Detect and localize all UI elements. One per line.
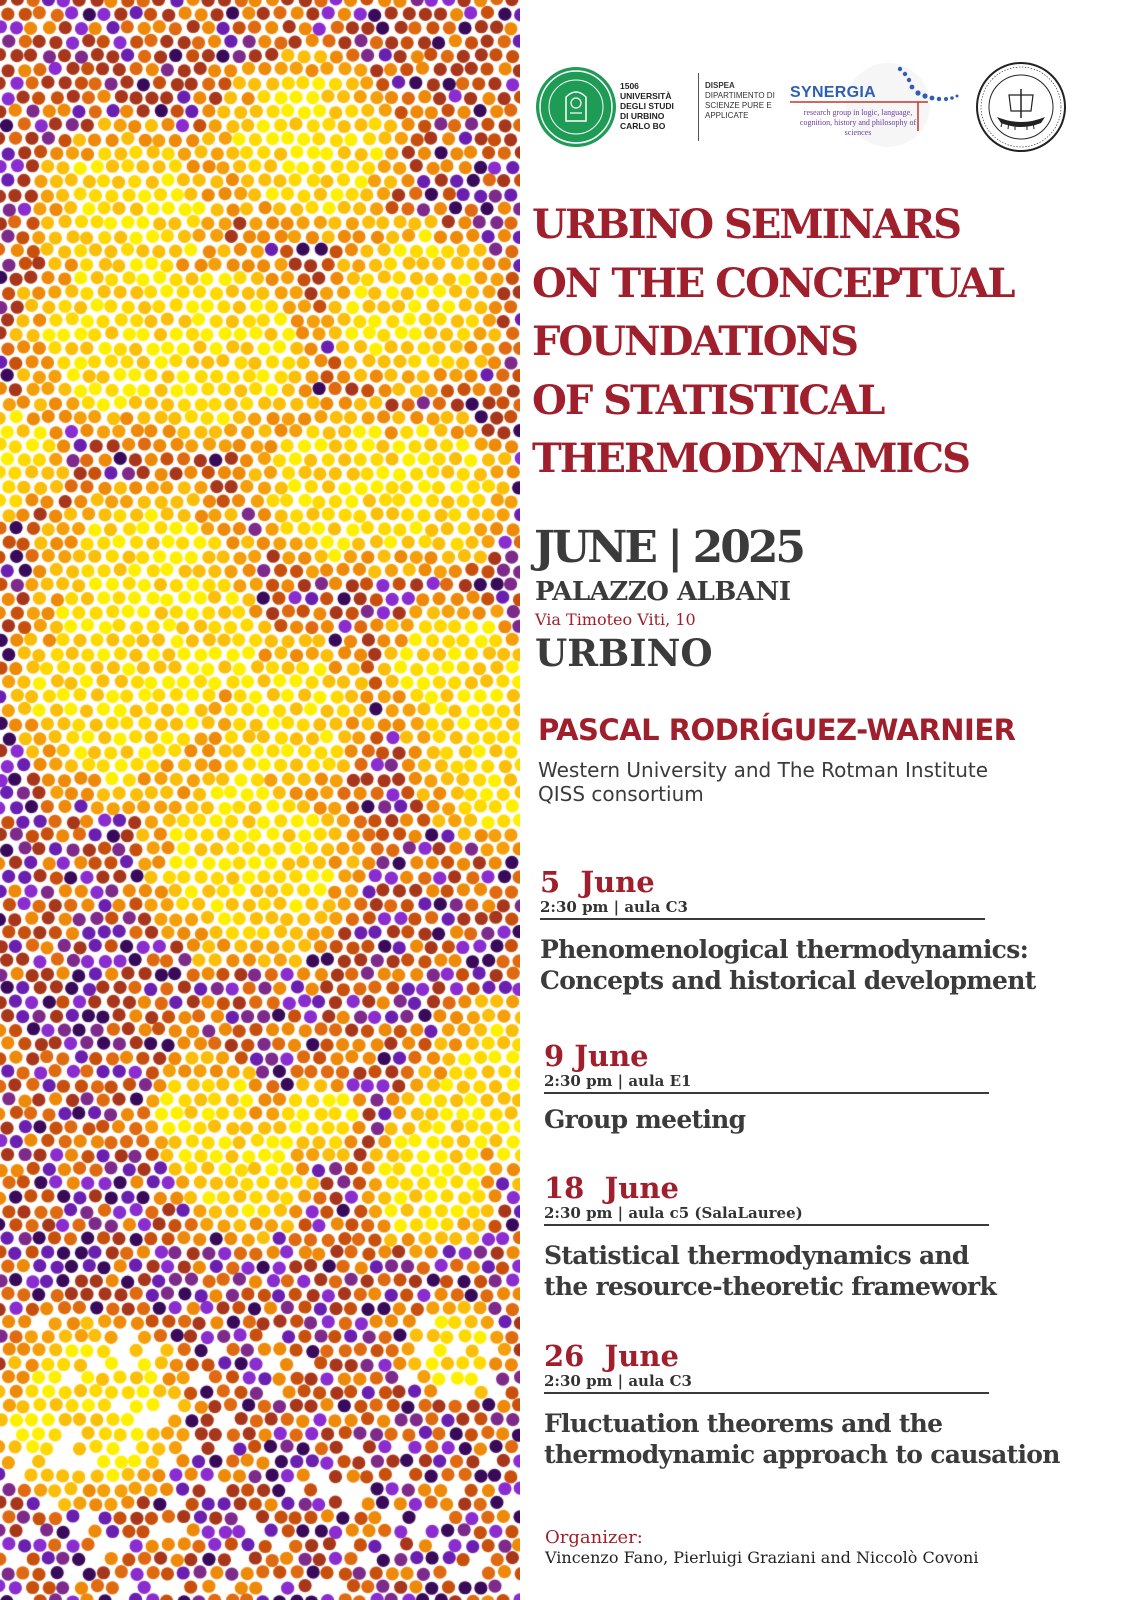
affiliation-line: QISS consortium xyxy=(538,782,704,806)
session-1 xyxy=(540,865,1036,996)
synergia-name: SYNERGIA xyxy=(790,84,876,101)
speaker-name: PASCAL RODRÍGUEZ-WARNIER xyxy=(538,713,1016,747)
title-line: FOUNDATIONS xyxy=(532,318,857,365)
session-2 xyxy=(544,1040,1004,1135)
session-talk-title: Phenomenological thermodynamics: Concepts and historical development xyxy=(540,935,1036,995)
uniurb-seal-logo xyxy=(536,67,616,147)
session-time: 2:30 pm | aula E1 xyxy=(544,1072,692,1090)
synergia-logo xyxy=(778,61,978,149)
session-time: 2:30 pm | aula C3 xyxy=(544,1372,692,1390)
university-name: 1506 UNIVERSITÀ DEGLI STUDI DI URBINO CARLO BO xyxy=(620,81,674,131)
title-line: THERMODYNAMICS xyxy=(532,435,969,482)
synergia-tagline: research group in logic, language, cognition, history and philosophy of sciences xyxy=(799,108,917,137)
session-talk-title: Group meeting xyxy=(544,1105,746,1134)
logo-bar xyxy=(520,55,1131,165)
affiliation-line: Western University and The Rotman Institute xyxy=(538,758,989,782)
session-divider xyxy=(540,918,985,920)
organizer-names: Vincenzo Fano, Pierluigi Graziani and Niccolò Covoni xyxy=(545,1548,979,1567)
session-talk-title: Statistical thermodynamics and the resource-theoretic framework xyxy=(544,1241,997,1301)
session-time: 2:30 pm | aula C3 xyxy=(540,898,688,916)
poster-content xyxy=(520,0,1131,1600)
dot-mosaic-artwork xyxy=(0,0,520,1600)
session-divider xyxy=(544,1092,989,1094)
session-divider xyxy=(544,1224,989,1226)
session-date: 9 June xyxy=(544,1039,649,1073)
title-line: OF STATISTICAL xyxy=(532,376,884,424)
session-time: 2:30 pm | aula c5 (SalaLauree) xyxy=(544,1204,803,1222)
title-line: ON THE CONCEPTUAL xyxy=(532,259,1014,307)
organizer-label: Organizer: xyxy=(545,1527,643,1548)
session-date: 26 June xyxy=(544,1339,679,1373)
page-title xyxy=(532,196,1014,489)
cirfis-seal-logo xyxy=(975,61,1067,153)
title-line: URBINO SEMINARS xyxy=(532,201,961,248)
session-date: 5 June xyxy=(540,865,655,899)
session-3 xyxy=(544,1172,1004,1302)
session-divider xyxy=(544,1392,989,1394)
speaker-affiliations xyxy=(538,758,988,806)
session-4 xyxy=(544,1339,1060,1470)
event-address: Via Timoteo Viti, 10 xyxy=(535,610,696,629)
event-date: JUNE | 2025 xyxy=(534,522,804,573)
logo-divider xyxy=(698,73,699,141)
department-name: DISPEA DIPARTIMENTO DI SCIENZE PURE E APPLICATE xyxy=(705,81,775,120)
session-talk-title: Fluctuation theorems and the thermodynamic approach to causation xyxy=(544,1409,1060,1469)
event-venue: PALAZZO ALBANI xyxy=(535,577,791,607)
session-date: 18 June xyxy=(544,1171,679,1205)
event-city: URBINO xyxy=(535,631,713,675)
